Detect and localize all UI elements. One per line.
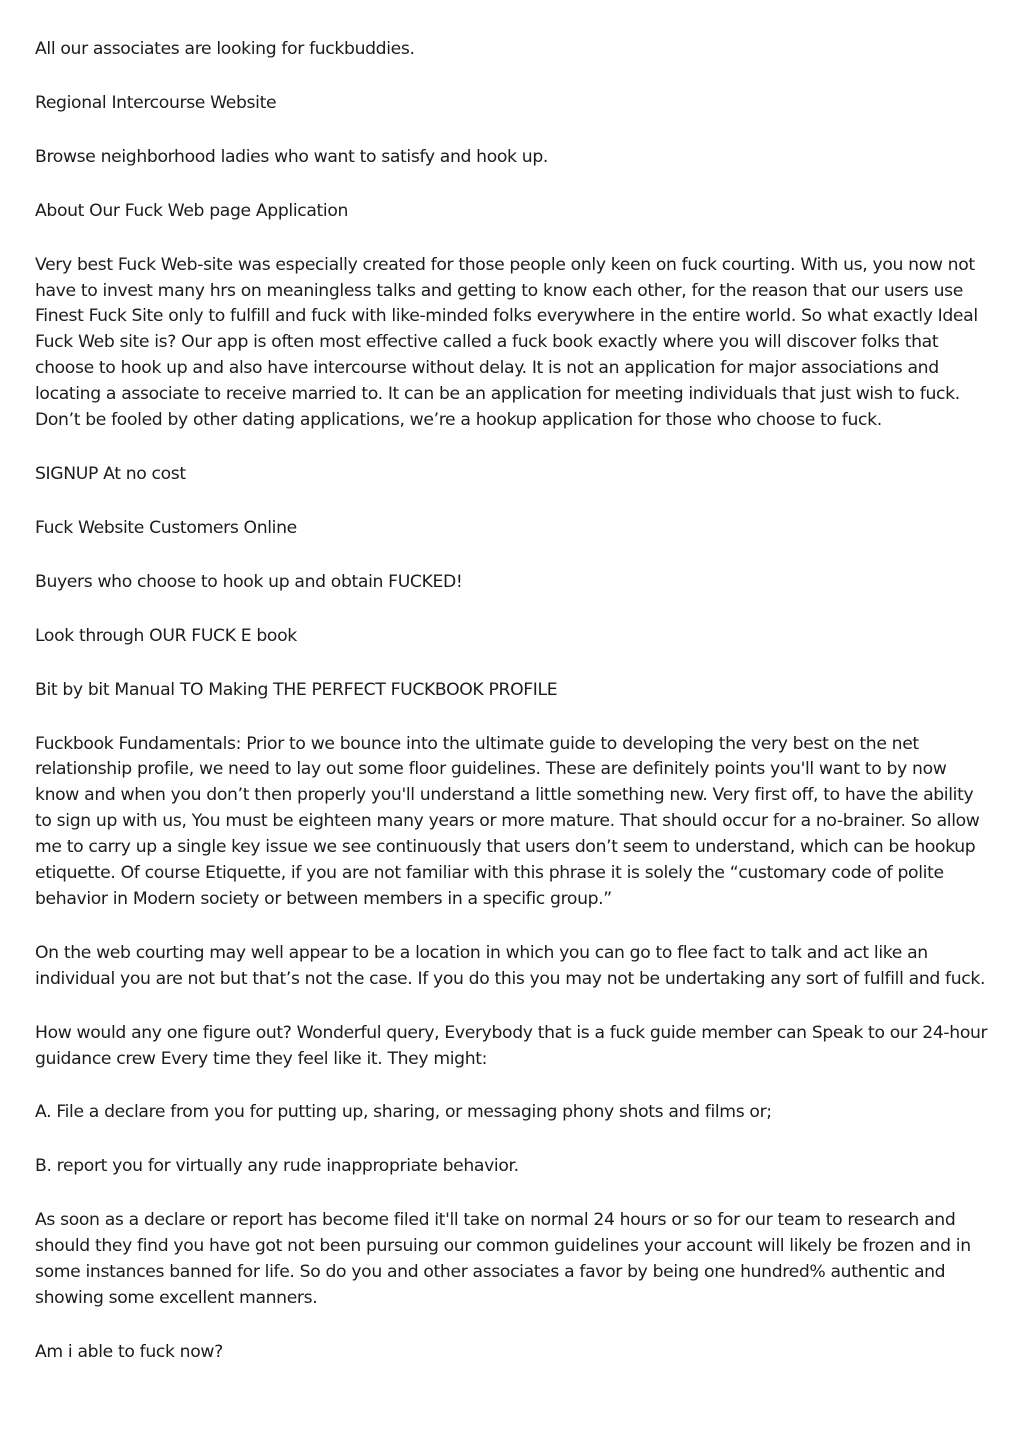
paragraph-report-process: As soon as a declare or report has become filed it'll take on normal 24 hours or so for our team to research and should they find you have got not been pursuing our common guidelines your account will likely be frozen and in some instances banned for life. So do you and other associates a favor by being one hundred% authentic and showing some excellent manners.	[35, 1210, 971, 1308]
paragraph-buyers: Buyers who choose to hook up and obtain FUCKED!	[35, 571, 463, 592]
heading-look-through: Look through OUR FUCK E book	[35, 625, 297, 646]
paragraph-intro: All our associates are looking for fuckbuddies.	[35, 39, 415, 59]
heading-regional-site: Regional Intercourse Website	[35, 92, 277, 113]
paragraph-browse: Browse neighborhood ladies who want to satisfy and hook up.	[35, 146, 548, 167]
paragraph-online-courting: On the web courting may well appear to be a location in which you can go to flee fact to talk and act like an individual you are not but that’s not the case. If you do this you may not be undertaking any sort of fulfill and fuck.	[35, 942, 986, 989]
paragraph-fundamentals: Fuckbook Fundamentals: Prior to we bounce into the ultimate guide to developing the very best on the net relationship profile, we need to lay out some floor guidelines. These are definitely points you'll want to by now know and when you don’t then properly you'll understand a little something new. Very first off, to have the ability to sign up with us, You must be eighteen many years or more mature. That should occur for a no-brainer. So allow me to carry up a single key issue we see continuously that users don’t seem to understand, which can be hookup etiquette. Of course Etiquette, if you are not familiar with this phrase it is solely the “customary code of polite behavior in Modern society or between members in a specific group.”	[35, 733, 980, 909]
heading-signup: SIGNUP At no cost	[35, 463, 186, 484]
paragraph-about-body: Very best Fuck Web-site was especially created for those people only keen on fuck courting. With us, you now not have to invest many hrs on meaningless talks and getting to know each other, for the reason that our users use Finest Fuck Site only to fulfill and fuck with like-minded folks everywhere in the entire world. So what exactly Ideal Fuck Web site is? Our app is often most effective called a fuck book exactly where you will discover folks that choose to hook up and also have intercourse without delay. It is not an application for major associations and locating a associate to receive married to. It can be an application for meeting individuals that just wish to fuck. Don’t be fooled by other dating applications, we’re a hookup application for those who choose to fuck.	[35, 254, 978, 431]
heading-customers-online: Fuck Website Customers Online	[35, 517, 297, 538]
paragraph-closing-question: Am i able to fuck now?	[35, 1341, 223, 1362]
list-item-b: B. report you for virtually any rude inappropriate behavior.	[35, 1156, 519, 1177]
list-item-a: A. File a declare from you for putting up, sharing, or messaging phony shots and films or;	[35, 1102, 772, 1123]
heading-manual: Bit by bit Manual TO Making THE PERFECT FUCKBOOK PROFILE	[35, 679, 558, 700]
paragraph-figure-out: How would any one figure out? Wonderful query, Everybody that is a fuck guide member can Speak to our 24-hour guidance crew Every time they feel like it. They might:	[35, 1022, 988, 1069]
heading-about-app: About Our Fuck Web page Application	[35, 200, 349, 221]
